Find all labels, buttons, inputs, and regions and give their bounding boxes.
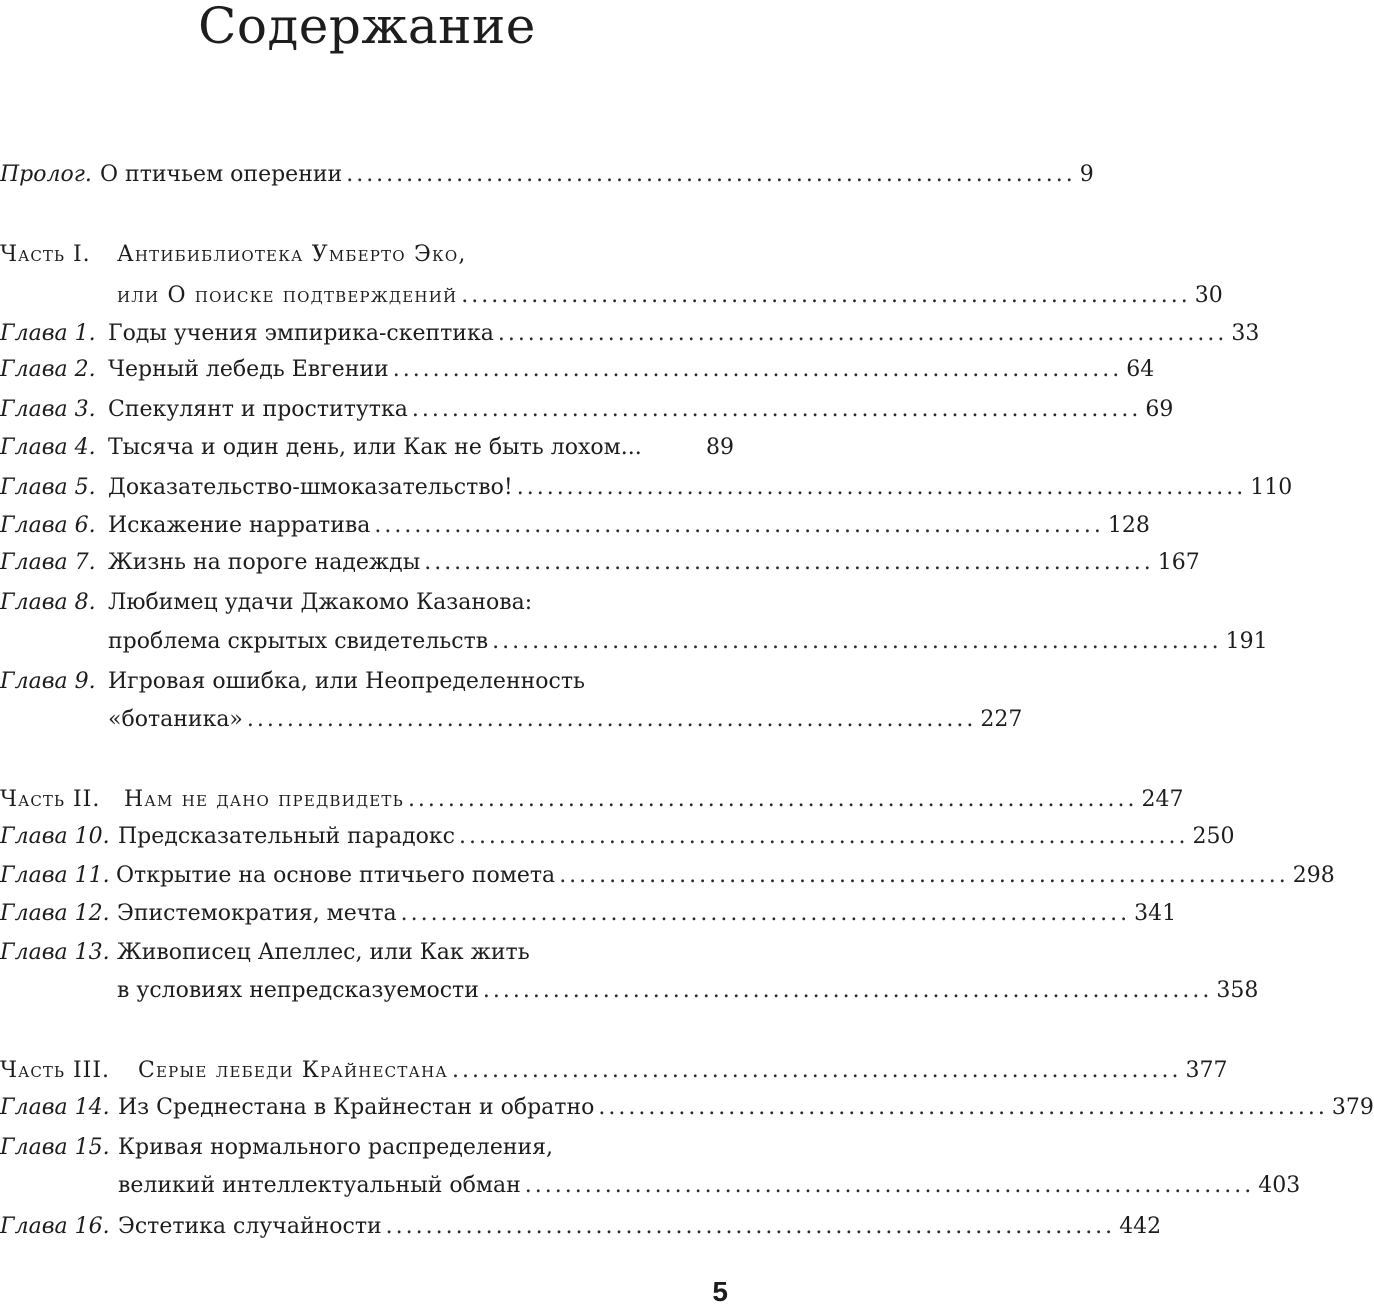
dot-leader: .........................................................................	[385, 1214, 1116, 1239]
entry-title: Тысяча и один день, или Как не быть лохом...	[108, 435, 642, 460]
entry-title: Спекулянт и проститутка	[108, 397, 408, 422]
entry-title: О птичьем оперении	[100, 162, 343, 187]
toc-entry-chapter	[0, 899, 1177, 933]
dot-leader: .........................................................................	[392, 357, 1123, 382]
toc-entry-chapter	[0, 319, 1260, 353]
dot-leader: .........................................................................	[407, 787, 1138, 812]
entry-title: Жизнь на пороге надежды	[108, 550, 421, 575]
toc-entry-chapter	[0, 548, 1200, 582]
entry-title: Эстетика случайности	[118, 1214, 382, 1239]
dot-leader: .........................................................................	[458, 824, 1189, 849]
part-title: Антибиблиотека Умберто Эко,	[117, 242, 467, 267]
dot-leader: .........................................................................	[524, 1173, 1255, 1198]
toc-entry-chapter	[0, 1093, 1374, 1127]
entry-prefix: Глава 12.	[0, 901, 110, 926]
dot-leader: .........................................................................	[559, 863, 1289, 888]
part-label: Часть II.	[0, 787, 101, 812]
entry-title: Предсказательный парадокс	[118, 824, 455, 849]
toc-entry-chapter-continued	[0, 627, 1268, 661]
dot-leader: .........................................................................	[246, 707, 977, 732]
toc-entry-chapter	[0, 433, 734, 467]
dot-leader: .........................................................................	[497, 321, 1228, 346]
dot-leader: .........................................................................	[461, 283, 1191, 308]
entry-prefix: Глава 15.	[0, 1135, 110, 1160]
toc-entry-chapter	[0, 861, 1335, 895]
dot-leader: .........................................................................	[346, 162, 1076, 187]
dot-leader: .........................................................................	[516, 475, 1247, 500]
dot-leader: .........................................................................	[482, 978, 1213, 1003]
entry-title: Доказательство-шмоказательство!	[108, 475, 513, 500]
toc-entry-chapter-continued	[0, 705, 1023, 739]
toc-entry-chapter	[0, 938, 734, 972]
entry-page-number: 191	[1225, 629, 1268, 654]
page-number: 5	[712, 1276, 728, 1307]
dot-leader: .........................................................................	[424, 550, 1154, 575]
entry-page-number: 110	[1250, 475, 1293, 500]
entry-title: Любимец удачи Джакомо Казанова:	[108, 590, 533, 615]
page-title: Содержание	[198, 0, 536, 55]
entry-page-number: 358	[1216, 978, 1259, 1003]
entry-prefix: Глава 3.	[0, 397, 96, 422]
entry-prefix: Глава 14.	[0, 1095, 110, 1120]
toc-entry-chapter	[0, 473, 1293, 507]
entry-page-number: 377	[1185, 1058, 1228, 1083]
entry-prefix: Глава 10.	[0, 824, 110, 849]
entry-prefix: Пролог.	[0, 162, 92, 187]
toc-entry-prologue	[0, 160, 1094, 194]
entry-title: Годы учения эмпирика-скептика	[108, 321, 494, 346]
toc-entry-chapter	[0, 667, 734, 701]
part-title: Серые лебеди Крайнестана	[138, 1058, 448, 1083]
entry-page-number: 30	[1194, 283, 1223, 308]
entry-title: Эпистемократия, мечта	[117, 901, 397, 926]
dot-leader: .........................................................................	[400, 901, 1131, 926]
toc-entry-chapter-continued	[0, 976, 1259, 1010]
part-label: Часть III.	[0, 1058, 111, 1083]
entry-prefix: Глава 11.	[0, 863, 110, 888]
entry-title: Кривая нормального распределения,	[118, 1135, 554, 1160]
toc-part-heading	[0, 1056, 1228, 1090]
entry-title: Искажение нарратива	[108, 513, 371, 538]
entry-title: в условиях непредсказуемости	[117, 978, 479, 1003]
dot-leader: .........................................................................	[374, 513, 1104, 538]
entry-page-number: 9	[1079, 162, 1094, 187]
dot-leader: .........................................................................	[492, 629, 1222, 654]
entry-title: проблема скрытых свидетельств	[108, 629, 489, 654]
toc-entry-chapter	[0, 511, 1150, 545]
entry-title: Из Среднестана в Крайнестан и обратно	[118, 1095, 595, 1120]
part-title: Нам не дано предвидеть	[124, 787, 404, 812]
entry-title: «ботаника»	[108, 707, 243, 732]
toc-entry-chapter	[0, 395, 1174, 429]
entry-page-number: 167	[1157, 550, 1200, 575]
entry-prefix: Глава 16.	[0, 1214, 110, 1239]
entry-page-number: 250	[1192, 824, 1235, 849]
entry-prefix: Глава 13.	[0, 940, 110, 965]
entry-title: Открытие на основе птичьего помета	[116, 863, 556, 888]
entry-title: великий интеллектуальный обман	[118, 1173, 521, 1198]
entry-page-number: 403	[1258, 1173, 1301, 1198]
entry-prefix: Глава 9.	[0, 669, 96, 694]
dot-leader: .........................................................................	[451, 1058, 1182, 1083]
entry-prefix: Глава 4.	[0, 435, 96, 460]
entry-page-number: 442	[1119, 1214, 1162, 1239]
toc-entry-chapter	[0, 1212, 1162, 1246]
entry-page-number: 341	[1134, 901, 1177, 926]
entry-title: Черный лебедь Евгении	[108, 357, 389, 382]
entry-page-number: 298	[1292, 863, 1335, 888]
entry-prefix: Глава 8.	[0, 590, 96, 615]
entry-page-number: 227	[980, 707, 1023, 732]
toc-part-heading-continued	[0, 281, 1223, 315]
entry-prefix: Глава 5.	[0, 475, 96, 500]
entry-page-number: 64	[1126, 357, 1155, 382]
toc-entry-chapter	[0, 822, 1235, 856]
part-label: Часть I.	[0, 242, 91, 267]
entry-prefix: Глава 1.	[0, 321, 96, 346]
entry-page-number: 33	[1231, 321, 1260, 346]
entry-title: Игровая ошибка, или Неопределенность	[108, 669, 585, 694]
dot-leader: .........................................................................	[598, 1095, 1328, 1120]
toc-entry-chapter	[0, 355, 1155, 389]
entry-prefix: Глава 6.	[0, 513, 96, 538]
entry-prefix: Глава 2.	[0, 357, 96, 382]
toc-entry-chapter-continued	[0, 1171, 1301, 1205]
entry-prefix: Глава 7.	[0, 550, 96, 575]
entry-page-number: 128	[1107, 513, 1150, 538]
part-title: или О поиске подтверждений	[117, 283, 458, 308]
dot-leader: .........................................................................	[411, 397, 1142, 422]
entry-page-number: 69	[1145, 397, 1174, 422]
toc-part-heading	[0, 240, 734, 274]
entry-page-number: 379	[1331, 1095, 1374, 1120]
entry-page-number: 89	[706, 435, 734, 460]
entry-page-number: 247	[1141, 787, 1184, 812]
toc-entry-chapter	[0, 588, 734, 622]
toc-part-heading	[0, 785, 1184, 819]
entry-title: Живописец Апеллес, или Как жить	[117, 940, 530, 965]
toc-entry-chapter	[0, 1133, 734, 1167]
